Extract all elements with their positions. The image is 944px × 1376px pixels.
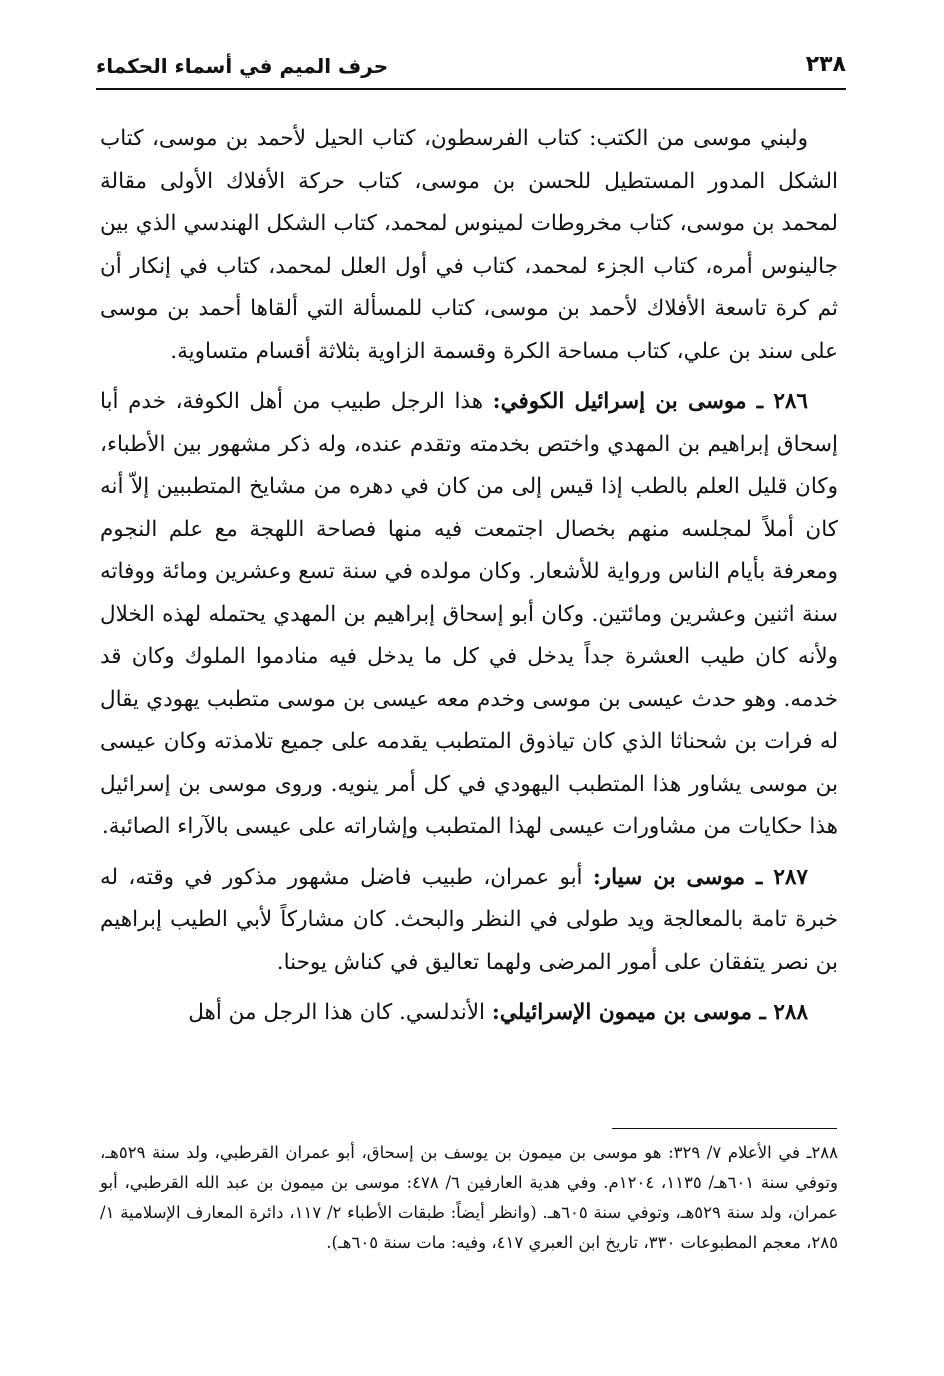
- paragraph-text: ولبني موسى من الكتب: كتاب الفرسطون، كتاب الحيل لأحمد بن موسى، كتاب الشكل المدور المستطيل للحسن بن موسى، كتاب حركة الأفلاك الأولى مقالة لمحمد بن موسى، كتاب مخروطات لمينوس لمحمد، كتاب الشكل الهندسي الذي بين جالينوس أمره، كتاب الجزء لمحمد، كتاب في أول العلل لمحمد، كتاب في إنكار أن ثم كرة تاسعة الأفلاك لأحمد بن موسى، كتاب للمسألة التي ألقاها أحمد بن موسى على سند بن علي، كتاب مساحة الكرة وقسمة الزاوية بثلاثة أقسام متساوية.: [100, 126, 838, 364]
- footnote-divider: [612, 1128, 837, 1129]
- running-title: حرف الميم في أسماء الحكماء: [96, 54, 389, 78]
- entry-text: الأندلسي. كان هذا الرجل من أهل: [188, 1000, 492, 1025]
- entry-286: [100, 381, 838, 849]
- footnotes: [100, 1138, 838, 1258]
- entry-heading: ٢٨٧ ـ موسى بن سيار:: [592, 864, 808, 890]
- page-number: ٢٣٨: [805, 52, 846, 77]
- entry-text: هذا الرجل طبيب من أهل الكوفة، خدم أبا إسحاق إبراهيم بن المهدي واختص بخدمته وتقدم عنده، وله ذكر مشهور بين الأطباء، وكان قليل العلم بالطب إذا قيس إلى من كان في دهره من مشايخ المتطببين إلاّ أنه كان أملاً لمجلسه منهم بخصال اجتمعت فيه منها فصاحة اللهجة مع علم النجوم ومعرفة بأيام الناس ورواية للأشعار. وكان مولده في سنة تسع وعشرين ومائة ووفاته سنة اثنين وعشرين ومائتين. وكان أبو إسحاق إبراهيم بن المهدي يحتمله لهذه الخلال ولأنه كان طيب العشرة جداً يدخل في كل ما يدخل فيه منادموا الملوك وكان قد خدمه. وهو حدث عيسى بن موسى وخدم معه عيسى بن موسى متطبب يهودي يقال له فرات بن شحناثا الذي كان تياذوق المتطبب يقدمه على جميع تلامذته وكان عيسى بن موسى يشاور هذا المتطبب اليهودي في كل أمر ينويه. وروى موسى بن إسرائيل هذا حكايات من مشاورات عيسى لهذا المتطبب وإشاراته على عيسى بالآراء الصائبة.: [100, 389, 838, 839]
- main-text: [100, 118, 838, 1043]
- running-header: [96, 48, 846, 90]
- entry-text: أبو عمران، طبيب فاضل مشهور مذكور في وقته، له خبرة تامة بالمعالجة ويد طولى في النظر والبحث. كان مشاركاً لأبي الطيب إبراهيم بن نصر يتفقان على أمور المرضى ولهما تعاليق في كناش يوحنا.: [100, 864, 838, 975]
- paragraph-bani-musa-books: [100, 118, 838, 373]
- entry-287: [100, 857, 838, 985]
- footnote-288: ٢٨٨ـ في الأعلام ٧/ ٣٢٩: هو موسى بن ميمون بن يوسف بن إسحاق، أبو عمران القرطبي، ولد سنة ٥٢٩هـ، وتوفي سنة ٦٠١هـ/ ١١٣٥، ١٢٠٤م. وفي هدية العارفين ٦/ ٤٧٨: موسى بن ميمون بن عبد الله القرطبي، أبو عمران، ولد سنة ٥٢٩هـ، وتوفي سنة ٦٠٥هـ. (وانظر أيضاً: طبقات الأطباء ٢/ ١١٧، دائرة المعارف الإسلامية ١/ ٢٨٥، معجم المطبوعات ٣٣٠، تاريخ ابن العبري ٤١٧، وفيه: مات سنة ٦٠٥هـ).: [100, 1143, 839, 1252]
- entry-288: [100, 992, 838, 1035]
- entry-heading: ٢٨٦ ـ موسى بن إسرائيل الكوفي:: [492, 389, 808, 414]
- entry-heading: ٢٨٨ ـ موسى بن ميمون الإسرائيلي:: [491, 1000, 808, 1025]
